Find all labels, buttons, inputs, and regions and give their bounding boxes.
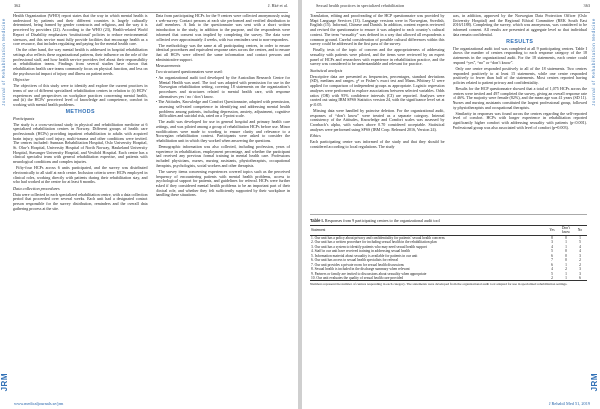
header-rule: [14, 12, 288, 13]
table-cell-count: 1: [565, 244, 567, 249]
table-body: [310, 235, 587, 281]
bullet-list: [156, 76, 291, 119]
table-cell-statement: 1. Our unit has a policy about privacy and confidentiality for patients’ sexual health concerns: [311, 235, 445, 240]
paragraph: Health Organization (WHO) report states that the way in which mental health is understood by patients and their different countries is largely culturally determined, being framed by gender constructs and religious, and the way it is perceived by providers (22). According to the WHO (23), Health-related World Report of Disability emphasizes ‘institutional’ policies to reduce environmental stressors, and this service must fully provide facilities that encourage health as a core resource, that includes regulating and paying for the mental health care.: [13, 14, 148, 47]
header-rule: [316, 12, 590, 13]
right-column-1: [310, 14, 445, 209]
subsection-heading: Statistical analysis: [310, 68, 343, 74]
audit-table: [310, 225, 587, 282]
table-cell-count: 2: [579, 258, 581, 263]
table-column-header: Yes: [545, 225, 559, 235]
table-cell-statement: 10. Our unit evaluates the quality of sexual health care provided: [310, 276, 545, 281]
paragraph: Data from participating HCPs for the 9 centres were collected anonymously using a web-survey. Contact persons at each site performed and verified distribution to staff members. A link to the questionnaire was sent with a short written introduction to the study, in addition to the purpose, and the respondents were informed that consent was implied by completing the survey. The data were collected over approximately 4 weeks, with two reminders sent to non-responders.: [155, 14, 290, 42]
paragraph: The objectives of this study were to identify and explore the current practices in terms of use of different specialized rehabilitation centres in relation to (i) HCPs’ experiences and perspectives on workplace practices concerning mental health, and (ii) the HCPs’ perceived level of knowledge and competence, comfort in working with mental health problems.: [13, 83, 148, 107]
journal-citation: J Rehabil Med 51, 2019: [548, 401, 590, 406]
subsection-heading: Objective: [13, 77, 30, 83]
table-caption: [310, 218, 587, 223]
table-cell-statement: 3. Our unit has a system to identify patients who may need sexual health support: [311, 244, 427, 249]
paragraph: Data were collected in each specialized rehabilitation centre, with a data collection period that proceeded over several weeks. Each unit had a designated contact person responsible for the survey distribution, reminders and the overall data gathering process at the site.: [13, 191, 148, 211]
subsection-heading: Participants: [13, 115, 35, 121]
journal-logo: JRM: [590, 372, 599, 391]
table-cell-count: 7: [551, 258, 553, 263]
paragraph: Missing data were handled by pairwise deletion. For the organizational audit, responses of “don’t know” were treated as a separate category. Internal consistency of the Attitudes, Knowledge and Comfort scales was assessed by Cronbach’s alpha, with values above 0.70 considered acceptable. Statistical analyses were performed using SPSS (IBM Corp. Released 2016, Version 24).: [310, 107, 445, 132]
paragraph: The audit was developed for use in general hospital and primary health care settings, and was piloted among a group of rehabilitation HCPs before use. Minor modifications were made to wording to ensure clarity and relevance to a Norwegian rehabilitation context. Participants were asked to consider the rehabilitation unit in which they worked when answering the questions.: [155, 119, 290, 144]
table-cell-count: 0: [565, 249, 567, 254]
table-label: Table I.: [310, 218, 324, 223]
right-side-band: [590, 12, 600, 397]
table-cell-count: 4: [579, 244, 581, 249]
bullet-item: • The Attitudes, Knowledge and Comfort Questionnaire, adapted with permission, assessing self-rated competence in identifying and addressing mental health problems among patients, including depression, anxiety, adjustment, cognitive difficulties and suicidal risk, rated on a 5-point scale.: [155, 99, 290, 119]
table-cell-count: 1: [559, 276, 573, 281]
left-columns: [13, 14, 290, 397]
left-page: [0, 0, 298, 409]
table-cell-count: 0: [565, 253, 567, 258]
table-cell-count: 4: [551, 244, 553, 249]
table-cell-count: 6: [573, 276, 587, 281]
table-cell-count: 0: [565, 258, 567, 263]
left-running-head: J. Rké et al.: [267, 3, 288, 8]
left-page-header: [14, 3, 288, 12]
paragraph: Fifty-four HCPs across 6 units participated, and the survey was distributed electronically to all staff at each centre. Inclusion criteria were: HCPs employed in clinical roles, working directly with patients during their rehabilitation stay, and who had worked at the centre for at least 6 months.: [13, 165, 148, 185]
table-cell-count: 5: [579, 240, 581, 245]
paragraph: Only one centre responded positively to all of the 18 statements. Two centres responded positively to at least 15 statements, while one centre responded positively to fewer than half of the statements. Most centres reported having policies related to patient privacy and confidentiality.: [452, 65, 587, 85]
table-row: [310, 276, 587, 281]
table-header-row: [310, 225, 587, 235]
paragraph: The survey items concerning experiences covered topics such as the perceived frequency of encountering patients with mental health problems, access to psychological support for patients, and guidelines for referral. HCPs were further asked if they considered mental health problems to be an important part of their clinical role, and whether they felt sufficiently supported by their workplace in handling these situations.: [155, 168, 290, 198]
table-note: Numbers represent the number of centres responding in each category. The statements were developed from the organizational audit tool adapted for use in specialized rehabilitation settings.: [310, 282, 568, 287]
table-cell-statement: 6. Our unit has access to sexual health specialists for referral: [311, 258, 399, 263]
left-side-band: [0, 12, 10, 397]
table-cell-statement: 5. Information material about sexuality is available for patients in our unit: [311, 253, 418, 258]
left-page-number: 362: [14, 3, 21, 8]
paragraph: was, in addition, approved by the Norwegian Data Protection Officer (Oslo University Hospital) and the Regional Ethical Committee (REK South East 2016/1188). Completing the survey, which was anonymous, was considered to be informed consent. All results are presented at aggregate level so that individual data remain confidential.: [452, 14, 587, 37]
table-cell-count: 1: [579, 235, 581, 240]
table-1: [310, 218, 587, 286]
bullet-item: • An organizational audit tool developed by the Australian Research Centre for Mental Health was used. The tool was adapted with permission for use in the Norwegian rehabilitation setting, covering 18 statements on the organization’s procedures and structures related to mental health care, with response alternatives yes / no / don’t know.: [155, 75, 290, 99]
table-cell-count: 3: [579, 253, 581, 258]
journal-logo: JRM: [0, 372, 9, 391]
paragraph: Similarity in responses was found across the centres regarding the self-reported level of comfort. HCPs with longer experience in rehabilitation reported significantly higher comfort with addressing sexuality with patients (p<0.001). Professional group was also associated with level of comfort (p=0.003).: [452, 110, 587, 130]
table-cell-statement: 9. Partners or family are invited to discussions about sexuality when appropriate: [311, 271, 427, 276]
journal-title-vertical: Journal of Rehabilitation Medicine: [1, 18, 6, 106]
table-column-header: No: [573, 225, 587, 235]
paragraph: Two structured questionnaires were used:: [155, 69, 223, 75]
section-heading: RESULTS: [506, 39, 534, 46]
table-cell-count: 6: [551, 253, 553, 258]
table-cell-count: 2: [579, 262, 581, 267]
paragraph: Translation, editing and proofreading of the HCP questionnaire was provided by Mapi Language Services (13). Language versions were in Norwegian, Swedish, English (15). Informal, Chinese and Danish. In addition, content experts reviewed and revised the questionnaire to ensure it was adapted to each country’s cultural context. The term “sexuality” was defined in a way that allowed all respondents a common ground. Careful consideration of possible cultural differences within this survey could be addressed in the first pass of the survey.: [310, 14, 445, 47]
paragraph: Finally, tests of the topic of concern and the appropriateness of addressing sexuality with patients were piloted, and the items were reviewed by an expert panel of HCPs and researchers with experience in rehabilitation practice, and the survey was considered to be understandable and relevant for practice.: [310, 47, 445, 67]
right-page-number: 363: [583, 3, 590, 8]
table-cell-count: 3: [579, 271, 581, 276]
table-column-header: Don’t know: [559, 225, 573, 235]
paragraph: Demographic information was also collected, including profession, years of experience in rehabilitation, employment percentage, and whether the participant had received any previous formal training in mental health care. Professions included physicians, nurses, nursing assistants, physiotherapists, occupational therapists, psychologists, social workers and other therapists.: [155, 144, 290, 168]
paragraph: The organizational audit tool was completed at all 9 participating centres. Table I shows the number of centres responding to each response category of the 18 statements in the organizational audit. For the 18 statements, each centre could respond “yes”, “no” or “don’t know”.: [452, 45, 587, 65]
right-page-header: [316, 3, 590, 12]
right-column-2: [453, 14, 588, 209]
paragraph: Each participating centre was informed of the study and that they should be considered according to local regulations. The study: [310, 139, 445, 149]
paragraph: On the other hand, the way mental health is addressed in hospital rehabilitation settings also reflects these organizational patterns, their influence on the role of the professional staff, and how health service providers feel about their responsibility as rehabilitation teams. Findings from several studies have shown that rehabilitation health care teams commonly focus on physical function, and less on the psychosocial impact of injury and illness on patient needs.: [13, 47, 148, 76]
table-cell-count: 1: [565, 262, 567, 267]
table-cell-count: 0: [565, 235, 567, 240]
paragraph: The methodology was the same at all participating centres, in order to ensure identical procedures and equivalent response rates across the centres, and to ensure that all HCPs were offered the same information and contact persons and administrative support.: [155, 42, 290, 62]
right-columns: [310, 14, 587, 209]
table-cell-count: 2: [565, 267, 567, 272]
left-column-2: [156, 14, 291, 397]
table-cell-statement: 7. Our unit provides a private room for sexual health discussions: [311, 262, 404, 267]
right-running-head: Sexual health practices in specialized rehabilitation: [316, 3, 405, 8]
table-caption-text: Responses from 9 participating centres to the organizational audit tool: [324, 218, 440, 223]
subsection-heading: Measurements: [155, 63, 181, 69]
paragraph: Descriptive data are presented as frequencies, percentages, standard deviations (SD), medians and ranges. χ² or Fisher’s exact test and Mann–Whitney U were applied for comparison of independent groups as appropriate. Logistic regression analyses were performed to explore associations between selected variables. Odds ratios (OR) with 95% confidence intervals (CI) are reported. Analyses were carried out using IBM SPSS Statistics version 24, with the significance level set at p<0.05.: [310, 73, 445, 107]
table-cell-count: 2: [545, 276, 559, 281]
subsection-heading: Data collection procedures: [13, 186, 60, 191]
table-cell-statement: 2. Our unit has a written procedure for including sexual health in the rehabilitation plan: [311, 240, 437, 245]
right-page-footer: [316, 401, 590, 406]
paragraph: The study is a cross-sectional study in physical and rehabilitation medicine at 6 specialized rehabilitation centres in Norway. Different groups of health care professionals (HCPs) providing inpatient rehabilitation to adults with acquired brain injury, spinal cord injury, multi-trauma and other conditions were invited. The centres included: Sunnaas Rehabilitation Hospital, Oslo University Hospital, St. Olav’s Hospital, University Hospital of North Norway, Haukeland University Hospital, Stavanger University Hospital, and Vestfold Hospital. Each centre has a clinical specialist team with general rehabilitation expertise, and patients with neurological conditions and complex injuries.: [13, 121, 148, 165]
table-column-header: Statement: [310, 225, 545, 235]
table-cell-count: 8: [551, 235, 553, 240]
table-cell-count: 4: [579, 249, 581, 254]
table-cell-count: 6: [551, 262, 553, 267]
table-cell-count: 1: [565, 240, 567, 245]
table-cell-count: 5: [551, 271, 553, 276]
journal-url-link[interactable]: www.medicaljournals.se/jrm: [14, 401, 64, 406]
table-cell-statement: 8. Sexual health is included in the discharge summary when relevant: [311, 267, 410, 272]
table-cell-count: 3: [579, 267, 581, 272]
table-cell-count: 4: [551, 267, 553, 272]
left-column-1: [13, 14, 148, 397]
paragraph: Results for the HCP questionnaire showed that a total of 1,075 HCPs across the centres were invited and 497 completed the survey, giving an overall response rate of 46%. The majority were female (82%), and the mean age was 41 years (SD 11). Nurses and nursing assistants constituted the largest professional group, followed by physiotherapists and occupational therapists.: [452, 85, 587, 110]
right-page: [302, 0, 600, 409]
section-heading: METHODS: [65, 109, 95, 116]
journal-title-vertical: Journal of Rehabilitation Medicine: [591, 18, 596, 106]
table-cell-count: 3: [551, 240, 553, 245]
table-cell-count: 5: [551, 249, 553, 254]
left-page-footer: [14, 401, 288, 406]
subsection-heading: Ethics: [310, 133, 321, 139]
table-cell-statement: 4. Staff in our unit have received training in addressing sexual health: [311, 249, 410, 254]
table-cell-count: 1: [565, 271, 567, 276]
table-separator: [310, 214, 587, 215]
